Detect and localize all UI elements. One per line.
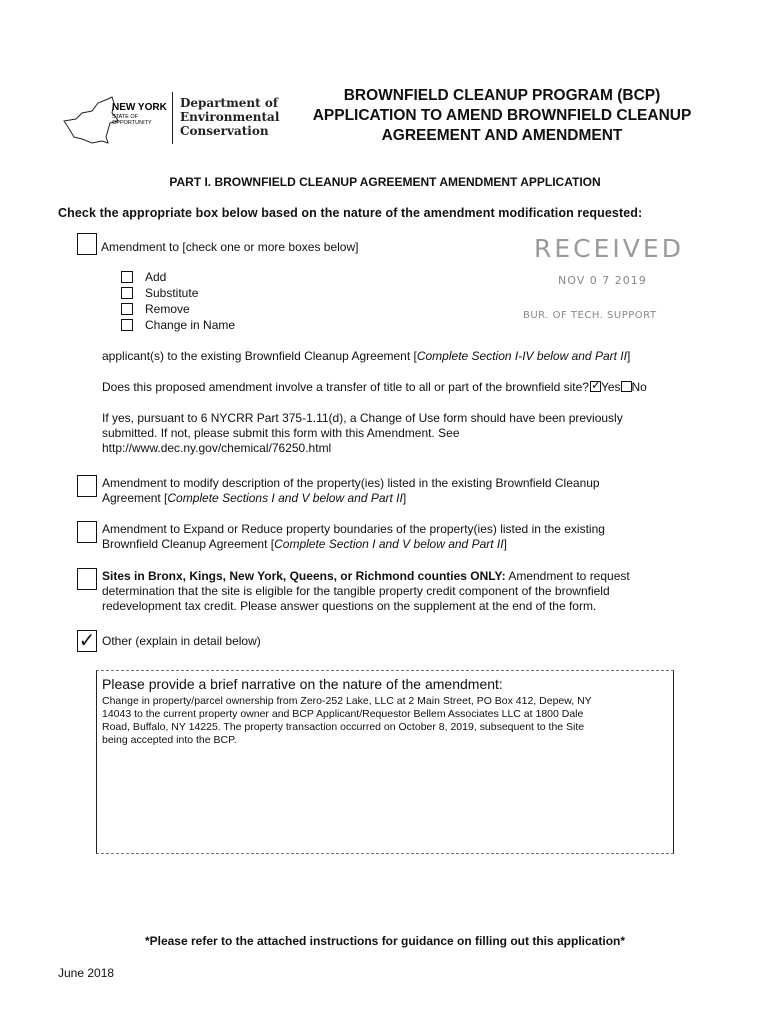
nyc-line-3: redevelopment tax credit. Please answer questions on the supplement at the end of the form.: [102, 599, 597, 613]
received-stamp-dept: BUR. OF TECH. SUPPORT: [523, 310, 657, 321]
remove-label: Remove: [145, 302, 190, 316]
expand-reduce-checkbox[interactable]: [77, 521, 97, 543]
narrative-line-2: 14043 to the current property owner and BCP Applicant/Requestor Bellem Associates LLC at 1800 Dale: [102, 708, 584, 720]
nyc-line-1-rest: Amendment to request: [505, 569, 630, 583]
expand-line-2-italic: Complete Section I and V below and Part II: [274, 537, 504, 551]
if-yes-line-2: submitted. If not, please submit this form with this Amendment. See: [102, 426, 460, 440]
if-yes-line-1: If yes, pursuant to 6 NYCRR Part 375-1.11(d), a Change of Use form should have been previously: [102, 411, 623, 425]
transfer-no-label: No: [631, 380, 647, 394]
expand-reduce-text: [102, 522, 605, 552]
change-name-checkbox[interactable]: [121, 319, 133, 331]
check-mark-icon: ✓: [78, 630, 96, 652]
ny-state-logo: [62, 93, 170, 145]
applicant-text-main: applicant(s) to the existing Brownfield Cleanup Agreement [: [102, 349, 417, 363]
title-line-3: AGREEMENT AND AMENDMENT: [381, 127, 623, 144]
remove-checkbox[interactable]: [121, 303, 133, 315]
expand-line-2-end: ]: [503, 537, 507, 551]
transfer-question-row: [102, 380, 647, 395]
title-line-1: BROWNFIELD CLEANUP PROGRAM (BCP): [343, 87, 661, 104]
narrative-text: [102, 695, 668, 747]
transfer-yes-checkbox[interactable]: [590, 378, 601, 392]
page-title: [282, 86, 722, 146]
modify-line-2-italic: Complete Sections I and V below and Part II: [167, 491, 403, 505]
dept-line-1: Department of: [180, 96, 279, 110]
applicant-text-end: ]: [626, 349, 631, 363]
received-stamp-date: NOV 0 7 2019: [558, 274, 647, 287]
transfer-no-checkbox[interactable]: [621, 381, 632, 392]
other-checkbox[interactable]: [77, 630, 97, 652]
nyc-line-1: [102, 569, 630, 584]
footer-note: *Please refer to the attached instructions for guidance on filling out this application*: [144, 934, 626, 948]
modify-line-2-end: ]: [402, 491, 407, 505]
nyc-sites-checkbox[interactable]: [77, 568, 97, 590]
amendment-checkbox[interactable]: [77, 233, 97, 255]
modify-line-1: Amendment to modify description of the property(ies) listed in the existing Brownfield Cleanup: [102, 476, 600, 490]
instruction-text: Check the appropriate box below based on the nature of the amendment modification requested:: [58, 206, 643, 220]
substitute-label: Substitute: [145, 286, 199, 300]
expand-line-2: [102, 537, 605, 552]
narrative-heading: Please provide a brief narrative on the nature of the amendment:: [102, 676, 503, 692]
logo-line3: OPPORTUNITY: [112, 120, 152, 126]
modify-description-checkbox[interactable]: [77, 475, 97, 497]
narrative-line-3: Road, Buffalo, NY 14225. The property transaction occurred on October 8, 2019, subsequent to the Site: [102, 721, 585, 733]
if-yes-paragraph: [102, 411, 623, 456]
modify-line-2-plain: Agreement [: [102, 491, 168, 505]
expand-line-2-plain: Brownfield Cleanup Agreement [: [102, 537, 275, 551]
change-name-label: Change in Name: [145, 318, 236, 332]
nyc-line-1-bold: Sites in Bronx, Kings, New York, Queens, or Richmond counties ONLY:: [102, 569, 506, 583]
logo-line2: STATE OF: [112, 114, 139, 120]
narrative-line-4: being accepted into the BCP.: [102, 734, 237, 746]
form-date: June 2018: [58, 966, 115, 980]
received-stamp: RECEIVED: [534, 234, 684, 263]
add-label: Add: [145, 270, 167, 284]
change-of-use-link[interactable]: http://www.dec.ny.gov/chemical/76250.html: [102, 441, 332, 455]
check-mark-icon: ✓: [590, 378, 601, 392]
transfer-yes-label: Yes: [600, 380, 621, 394]
header-divider: [172, 92, 173, 144]
expand-line-1: Amendment to Expand or Reduce property boundaries of the property(ies) listed in the existing: [102, 522, 605, 536]
logo-line1: NEW YORK: [112, 102, 167, 113]
narrative-line-1: Change in property/parcel ownership from Zero-252 Lake, LLC at 2 Main Street, PO Box 412, Depew, NY: [102, 695, 592, 707]
add-checkbox[interactable]: [121, 271, 133, 283]
dept-line-2: Environmental: [180, 110, 280, 124]
department-name: [180, 96, 279, 138]
dept-line-3: Conservation: [180, 124, 269, 138]
nyc-line-2: determination that the site is eligible for the tangible property credit component of the brownfield: [102, 584, 610, 598]
applicant-text: [102, 349, 630, 364]
transfer-question: Does this proposed amendment involve a transfer of title to all or part of the brownfield site?: [102, 380, 589, 394]
applicant-text-italic: Complete Section I-IV below and Part II: [416, 349, 627, 363]
modify-description-text: [102, 476, 600, 506]
part-title: PART I. BROWNFIELD CLEANUP AGREEMENT AMENDMENT APPLICATION: [169, 175, 601, 189]
modify-line-2: [102, 491, 600, 506]
title-line-2: APPLICATION TO AMEND BROWNFIELD CLEANUP: [312, 107, 692, 124]
amendment-label: Amendment to [check one or more boxes below]: [101, 240, 359, 254]
nyc-sites-text: [102, 569, 630, 614]
other-label: Other (explain in detail below): [102, 634, 261, 648]
substitute-checkbox[interactable]: [121, 287, 133, 299]
